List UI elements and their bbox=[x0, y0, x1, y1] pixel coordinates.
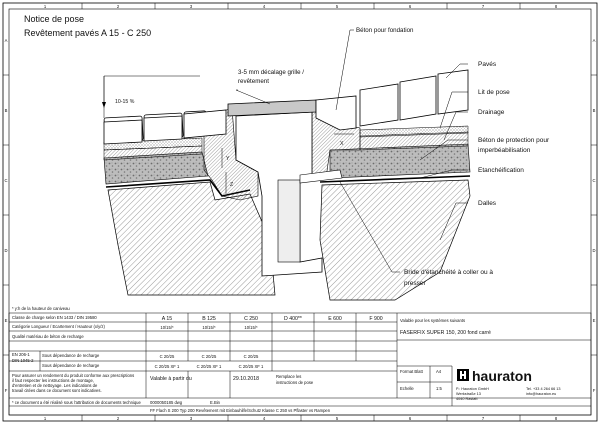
pave bbox=[144, 116, 182, 141]
disclaimer-line: Pour assurer un rendement du produit conforme aux prescriptions bbox=[12, 373, 135, 378]
ruler-num-7: 7 bbox=[481, 416, 485, 421]
company-name: hauraton bbox=[472, 368, 532, 384]
row-label-categorie: Catégorie Longueur / Ecartement / Hauteur (x/y/z) bbox=[12, 324, 105, 329]
dim-x-label: X bbox=[340, 141, 344, 147]
ruler-letter-a: A bbox=[592, 38, 596, 43]
disclaimer-line: travail citées dans ce document sont indicatives. bbox=[12, 388, 102, 393]
ruler-num-5: 5 bbox=[335, 4, 339, 9]
row-categorie-cells bbox=[160, 325, 258, 330]
disclaimer bbox=[12, 373, 134, 393]
slope-label: 10-15 % bbox=[115, 99, 135, 105]
cell-f900: F 900 bbox=[369, 316, 383, 322]
cell: 10/15/* bbox=[202, 325, 216, 330]
ruler-num-8: 8 bbox=[554, 4, 558, 9]
row-label-recharge-1: Sous dépendance de recharge bbox=[42, 353, 100, 358]
label-drainage: Drainage bbox=[478, 109, 505, 116]
ruler-num-2: 2 bbox=[116, 4, 120, 9]
ruler-letter-c: C bbox=[4, 178, 8, 183]
cell: C 20/25 XF 1 bbox=[238, 364, 264, 369]
label-decalage-2: revêtement bbox=[238, 78, 269, 85]
pave bbox=[360, 84, 398, 126]
format-value: A4 bbox=[436, 369, 442, 374]
cell: C 20/25 bbox=[201, 354, 217, 359]
format-label: Format Blatt bbox=[400, 369, 423, 374]
drawing-author: E.Bin bbox=[210, 400, 221, 405]
ruler-num-7: 7 bbox=[481, 4, 485, 9]
disclaimer-line: il faut respecter les instructions de montage, bbox=[12, 378, 94, 383]
label-protection-1: Béton de protection pour bbox=[478, 137, 550, 144]
disclaimer-line: d'entretien et de nettoyage. Les indications de bbox=[12, 383, 98, 388]
left-code-2: DIN 1045-2 bbox=[12, 358, 34, 363]
label-bride-2: presser bbox=[404, 280, 426, 287]
ruler-num-8: 8 bbox=[554, 416, 558, 421]
ruler-num-3: 3 bbox=[189, 416, 193, 421]
ruler-letter-b: B bbox=[4, 108, 8, 113]
ruler-letter-d: D bbox=[592, 248, 596, 253]
ruler-letter-e: E bbox=[4, 318, 8, 323]
note-height: * y:h de la hauteur de caniveau bbox=[12, 306, 70, 311]
footer-small-note: * ce document a été réalisé sous l'attribution de documents technique bbox=[12, 400, 141, 405]
cell-a15: A 15 bbox=[161, 316, 173, 322]
ruler-num-3: 3 bbox=[189, 4, 193, 9]
row-recharge-2-cells bbox=[155, 364, 264, 369]
ruler-letter-a: A bbox=[4, 38, 8, 43]
label-dalles: Dalles bbox=[478, 200, 497, 207]
ruler-num-1: 1 bbox=[43, 4, 47, 9]
cell-b125: B 125 bbox=[202, 316, 216, 322]
left-code-1: EN 206-1 bbox=[12, 352, 30, 357]
cell: C 20/25 bbox=[159, 354, 175, 359]
address-line: P.: Hauraton GmbH bbox=[456, 387, 489, 391]
label-beton-fondation: Béton pour fondation bbox=[356, 27, 414, 34]
ruler-letter-d: D bbox=[4, 248, 8, 253]
dalle-right bbox=[320, 180, 470, 300]
label-decalage-1: 3-5 mm décalage grille / bbox=[238, 69, 305, 76]
dalle-left bbox=[108, 182, 275, 295]
dim-y-label: Y bbox=[226, 156, 230, 162]
product-name: FASERFIX SUPER 150, 200 fond carré bbox=[400, 330, 491, 336]
cell: 10/15/* bbox=[160, 325, 174, 330]
label-paves: Pavés bbox=[478, 61, 497, 68]
ruler-num-2: 2 bbox=[116, 416, 120, 421]
ruler-letter-e: E bbox=[592, 318, 596, 323]
cell-d400: D 400** bbox=[284, 316, 302, 322]
cross-section bbox=[102, 69, 470, 300]
cell: C 20/25 bbox=[243, 354, 259, 359]
hauraton-logo bbox=[457, 368, 532, 384]
row-label-classe: Classe de charge selon EN 1433 / DIN 19580 bbox=[12, 315, 97, 320]
remplace-1: Remplace les bbox=[276, 374, 302, 379]
ruler-num-6: 6 bbox=[408, 416, 412, 421]
label-etancheification: Etanchéification bbox=[478, 167, 524, 174]
ruler-letter-f: F bbox=[592, 388, 596, 393]
contact-line: info@hauraton.eu bbox=[526, 392, 557, 396]
pave bbox=[184, 110, 226, 138]
label-protection-2: imperbéabilisation bbox=[478, 147, 531, 154]
ruler-letter-f: F bbox=[4, 388, 8, 393]
ruler-num-4: 4 bbox=[262, 416, 266, 421]
ruler-num-4: 4 bbox=[262, 4, 266, 9]
pave bbox=[400, 76, 436, 120]
address-line: 4040 Rastatt bbox=[456, 397, 478, 401]
cell: 10/15/* bbox=[244, 325, 258, 330]
row-classe-cells bbox=[162, 316, 383, 322]
product-footer: FF Flach S 200 Typ 200 Revêtement mit Einbauhilfe/Schutz Klasse C 250 vs Pflaster vs Rampen bbox=[150, 408, 331, 413]
drawing-number: 0000050185 dwg bbox=[150, 400, 183, 405]
company-address bbox=[456, 387, 561, 401]
valid-label: Valable à partir du bbox=[150, 376, 192, 382]
ruler-letter-c: C bbox=[592, 178, 596, 183]
label-lit-de-pose: Lit de pose bbox=[478, 89, 510, 96]
sheet-title: Notice de pose bbox=[24, 14, 85, 24]
ruler-num-6: 6 bbox=[408, 4, 412, 9]
scale-value: 1:5 bbox=[436, 386, 442, 391]
cell: C 20/25 XF 1 bbox=[154, 364, 180, 369]
sheet-subtitle: Revêtement pavés A 15 - C 250 bbox=[24, 28, 152, 38]
cell-e600: E 600 bbox=[328, 316, 342, 322]
contact-line: Tel. +33 4 264 66 13 bbox=[526, 387, 561, 391]
row-label-recharge-2: Sous dépendance de recharge bbox=[42, 363, 100, 368]
label-bride-1: Bride d'étanchéité à coller ou à bbox=[404, 269, 494, 276]
address-line: Werkstraße 13 bbox=[456, 392, 481, 396]
remplace-2: instructions de pose bbox=[276, 380, 314, 385]
ruler-num-1: 1 bbox=[43, 416, 47, 421]
row-recharge-1-cells bbox=[160, 354, 259, 359]
valid-date: 29.10.2018 bbox=[233, 376, 259, 382]
valid-systems-label: Valable pour les systèmes suivants bbox=[400, 318, 466, 323]
cell: C 20/25 XF 1 bbox=[196, 364, 222, 369]
channel-outlet bbox=[278, 180, 300, 262]
cell-c250: C 250 bbox=[244, 316, 258, 322]
scale-label: Echelle bbox=[400, 386, 414, 391]
pave bbox=[104, 120, 142, 144]
dim-z-label: Z bbox=[230, 182, 234, 188]
ruler-num-5: 5 bbox=[335, 416, 339, 421]
row-label-qualite: Qualité matériau de béton de recharge bbox=[12, 334, 84, 339]
ruler-letter-b: B bbox=[592, 108, 596, 113]
